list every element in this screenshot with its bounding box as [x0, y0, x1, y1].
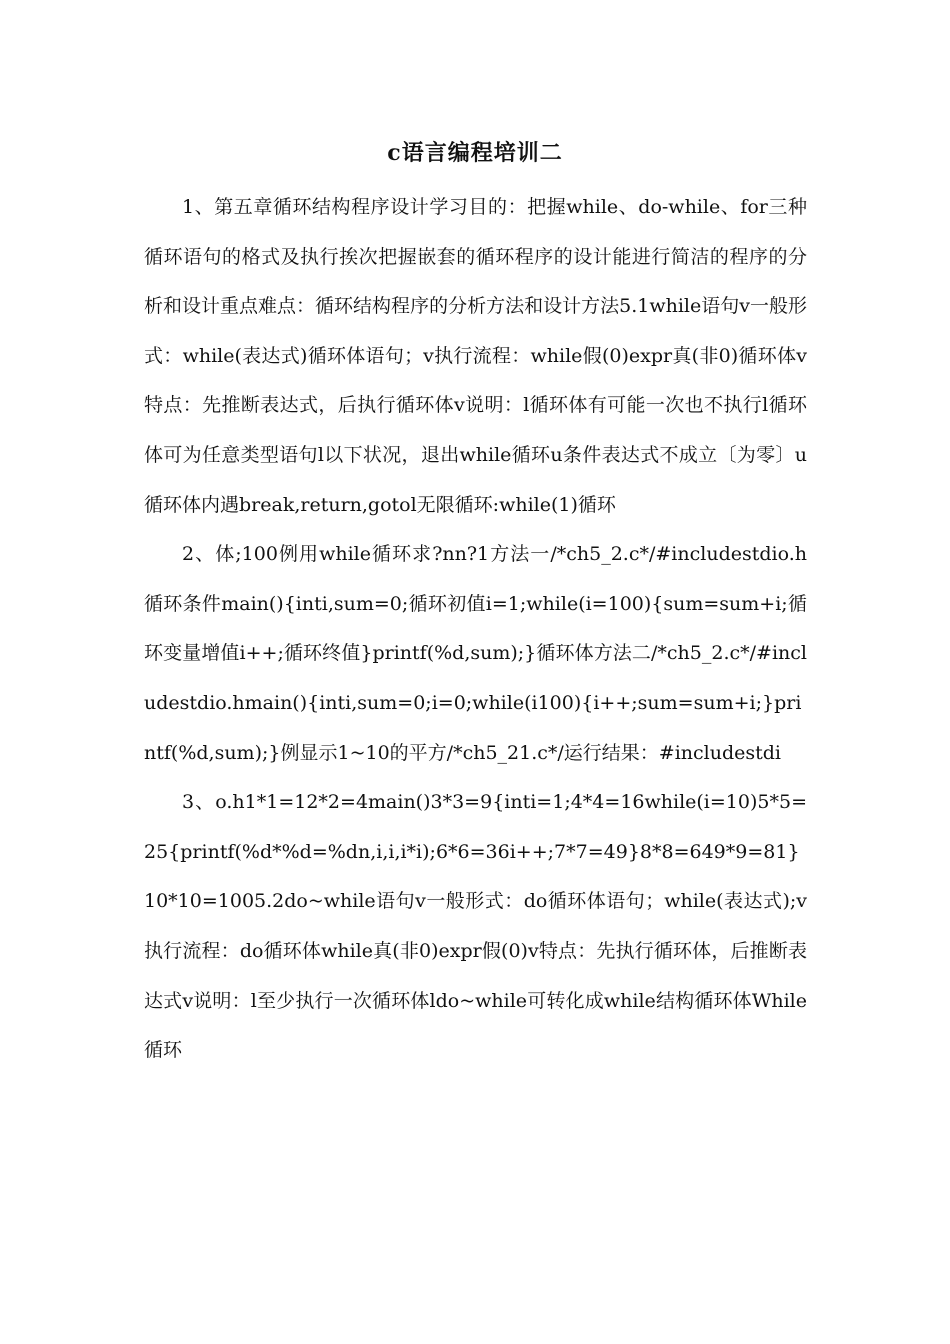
document-title: c语言编程培训二 — [387, 140, 563, 166]
document-body — [144, 183, 807, 1076]
paragraph-2: 2、体;100例用while循环求?nn?1方法一/*ch5_2.c*/#includestdio.h循环条件main(){inti,sum=0;循环初值i=1;while(i=100){sum=sum+i;循环变量增值i++;循环终值}printf(%d,sum);}循环体方法二/*ch5_2.c*/#includestdio.hmain(){inti,sum=0;i=0;while(i100){i++;sum=sum+i;}printf(%d,sum);}例显示1~10的平方/*ch5_21.c*/运行结果：#includestdi — [144, 543, 807, 764]
paragraph-1: 1、第五章循环结构程序设计学习目的：把握while、do-while、for三种循环语句的格式及执行挨次把握嵌套的循环程序的设计能进行简洁的程序的分析和设计重点难点：循环结构程序的分析方法和设计方法5.1while语句v一般形式：while(表达式)循环体语句；v执行流程：while假(0)expr真(非0)循环体v特点：先推断表达式，后执行循环体v说明：l循环体有可能一次也不执行l循环体可为任意类型语句l以下状况，退出while循环u条件表达式不成立〔为零〕u循环体内遇break,return,gotol无限循环:while(1)循环 — [144, 196, 807, 516]
paragraph-3: 3、o.h1*1=12*2=4main()3*3=9{inti=1;4*4=16while(i=10)5*5=25{printf(%d*%d=%dn,i,i,i*i);6*6=36i++;7*7=49}8*8=649*9=81}10*10=1005.2do~while语句v一般形式：do循环体语句；while(表达式);v执行流程：do循环体while真(非0)expr假(0)v特点：先执行循环体，后推断表达式v说明：l至少执行一次循环体ldo~while可转化成while结构循环体While循环 — [144, 791, 807, 1062]
